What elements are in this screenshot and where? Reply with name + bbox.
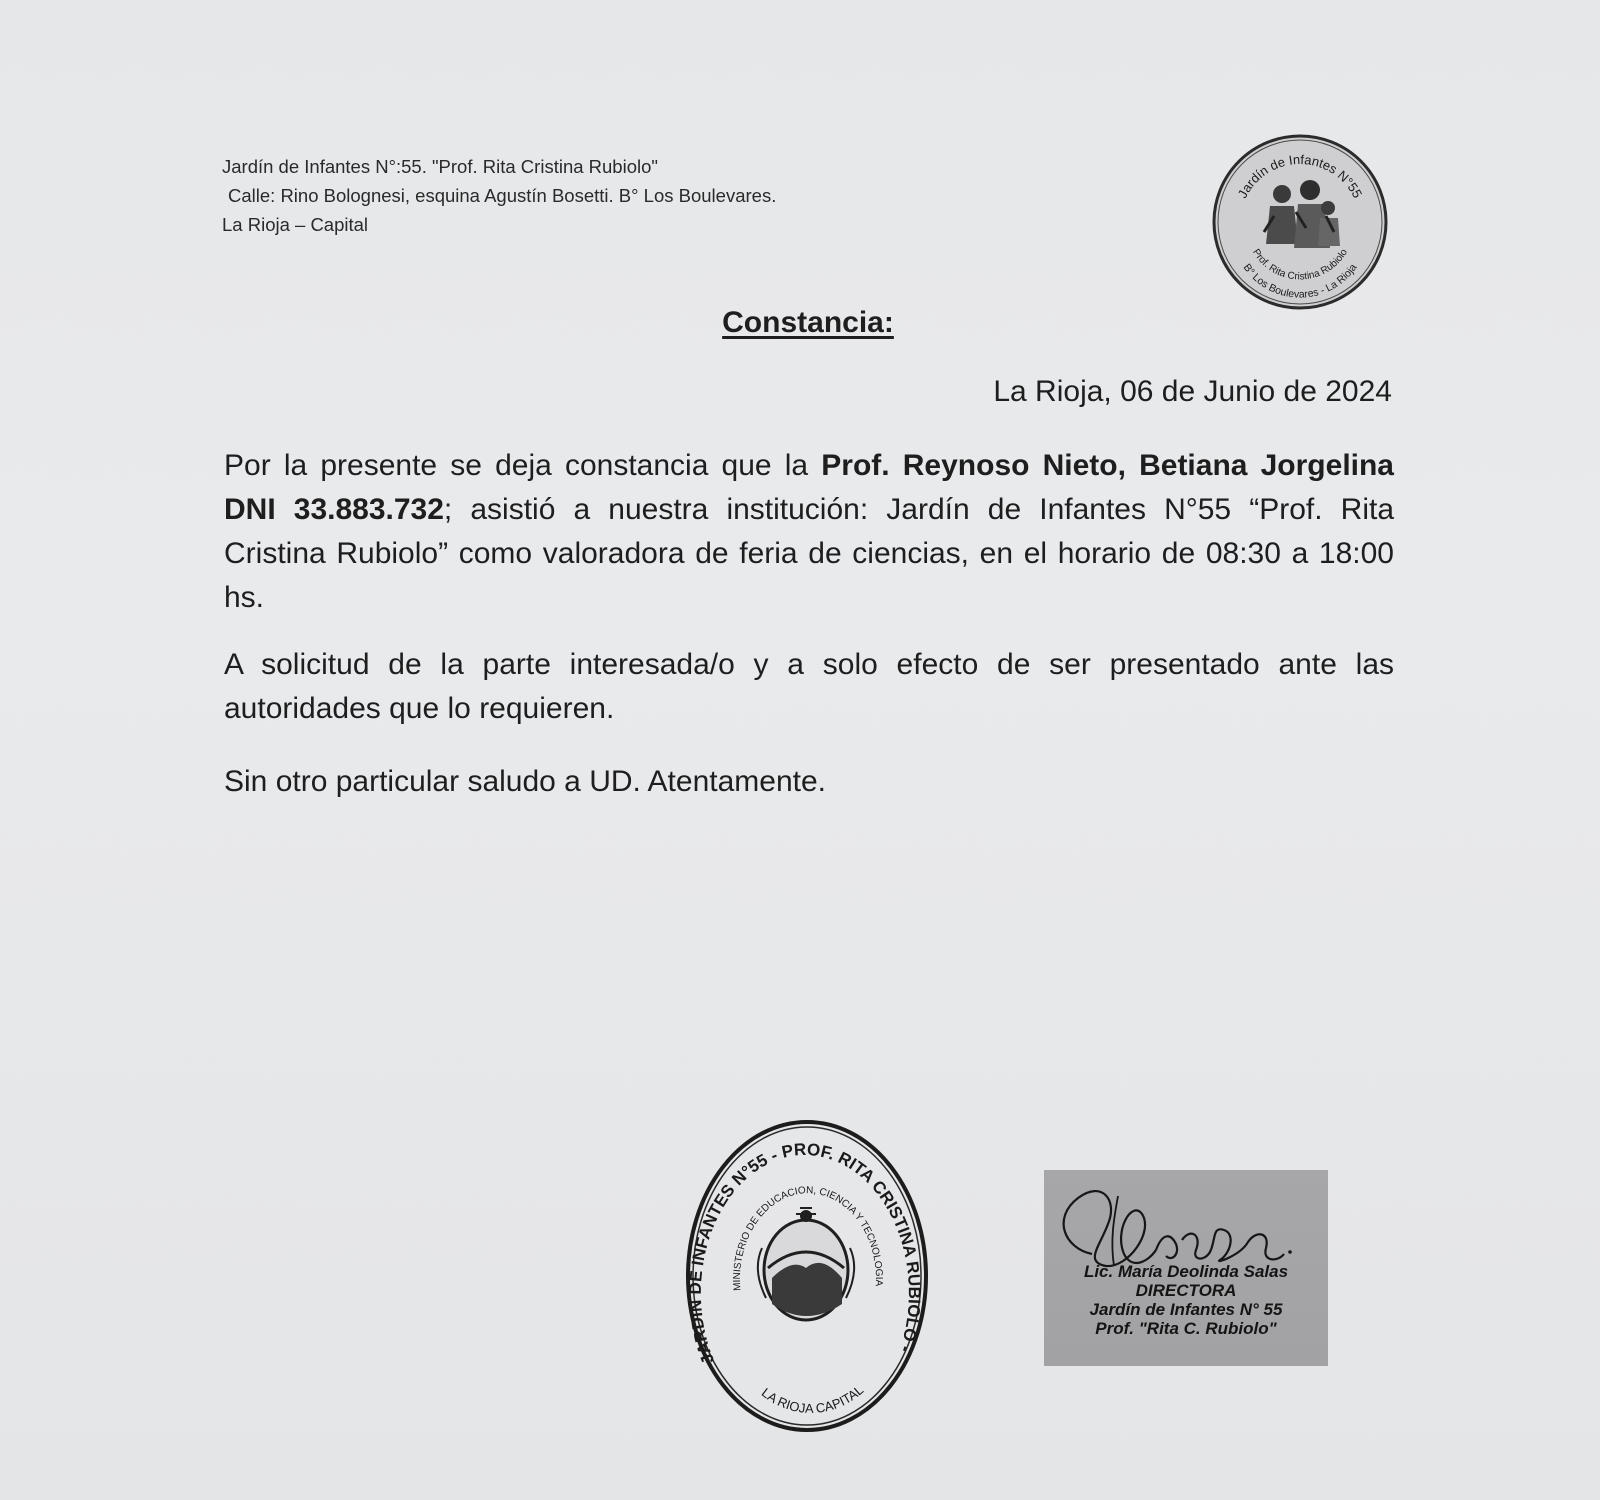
paragraph-1-start: Por la presente se deja constancia que la: [224, 449, 822, 482]
logo-bottom-text-1: Prof. Rita Cristina Rubiolo: [1250, 247, 1350, 283]
signature-stamp-text: [1044, 1262, 1328, 1338]
school-logo-seal: [1210, 132, 1390, 312]
document-title: Constancia:: [722, 306, 894, 339]
logo-top-text: Jardín de Infantes N°55: [1234, 151, 1366, 201]
director-name: Lic. María Deolinda Salas: [1083, 1262, 1289, 1281]
paragraph-1-end: ; asistió a nuestra institución: Jardín de Infantes N°55 “Prof. Rita Cristina Rubiolo” como valoradora de feria de ciencias, en el horario de 08:30 a 18:00 hs.: [224, 493, 1394, 614]
letterhead-line-2: Calle: Rino Bolognesi, esquina Agustín Bosetti. B° Los Boulevares.: [228, 185, 777, 206]
letterhead-line-1: Jardín de Infantes N°:55. "Prof. Rita Cristina Rubiolo": [222, 156, 658, 177]
director-signature-block: [1044, 1170, 1328, 1366]
director-institution-2: Prof. "Rita C. Rubiolo": [1095, 1319, 1277, 1338]
logo-bottom-text-2: B° Los Boulevares - La Rioja: [1240, 261, 1360, 301]
letterhead: [222, 152, 776, 239]
stamp-inner-text: MINISTERIO DE EDUCACION, CIENCIA Y TECNOLOGIA: [731, 1185, 885, 1292]
paragraph-purpose: A solicitud de la parte interesada/o y a solo efecto de ser presentado ante las autoridades que lo requieren.: [224, 648, 1394, 725]
institution-stamp: [682, 1118, 932, 1434]
paragraph-closing: Sin otro particular saludo a UD. Atentamente.: [224, 765, 826, 798]
stamp-bottom-text: LA RIOJA CAPITAL: [758, 1382, 867, 1416]
provincial-coat-of-arms-icon: [758, 1208, 854, 1320]
stamp-outer-text: JARDIN DE INFANTES N°55 - PROF. RITA CRISTINA RUBIOLO -: [685, 1139, 924, 1367]
document-date: La Rioja, 06 de Junio de 2024: [993, 375, 1392, 408]
teacher-name-dni: Prof. Reynoso Nieto, Betiana Jorgelina DNI 33.883.732: [224, 449, 1394, 526]
paragraph-certification: [224, 444, 1394, 620]
director-institution: Jardín de Infantes N° 55: [1089, 1300, 1283, 1319]
director-role: DIRECTORA: [1135, 1281, 1237, 1300]
letterhead-line-3: La Rioja – Capital: [222, 214, 369, 235]
